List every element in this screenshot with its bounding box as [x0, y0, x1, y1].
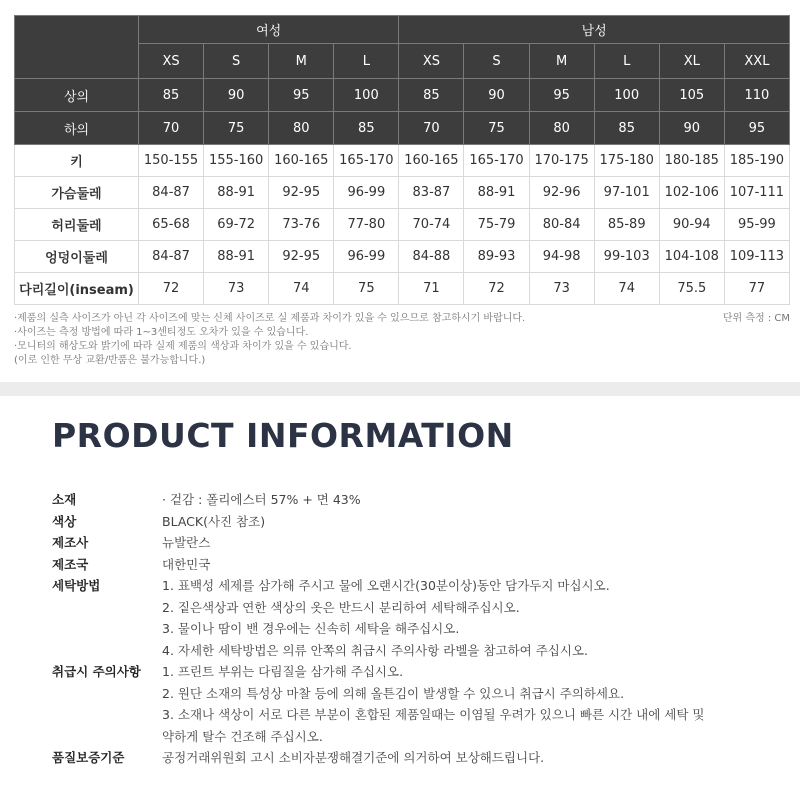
table-cell: 92-96	[529, 177, 594, 209]
table-cell: 75	[464, 112, 529, 145]
table-row-waist	[15, 209, 790, 241]
table-cell: 75	[334, 273, 399, 305]
info-key: 취급시 주의사항	[52, 664, 141, 679]
table-cell: 109-113	[724, 241, 789, 273]
table-cell: 72	[464, 273, 529, 305]
size-label: S	[204, 44, 269, 79]
table-cell: 100	[594, 79, 659, 112]
measurement-unit-note: 단위 측정 : CM	[722, 313, 790, 324]
info-value: 뉴발란스	[162, 535, 211, 550]
size-chart-table	[14, 15, 790, 305]
row-label: 허리둘레	[15, 209, 139, 241]
table-cell: 175-180	[594, 145, 659, 177]
table-cell: 92-95	[269, 241, 334, 273]
table-cell: 155-160	[204, 145, 269, 177]
info-key: 제조국	[52, 556, 89, 572]
info-value: 약하게 탈수 건조해 주십시오.	[162, 728, 323, 744]
info-row-handling-2	[52, 683, 772, 705]
table-cell: 165-170	[464, 145, 529, 177]
size-notes	[14, 312, 790, 368]
info-value: 공정거래위원회 고시 소비자분쟁해결기준에 의거하여 보상해드립니다.	[162, 750, 545, 765]
table-cell: 88-91	[204, 241, 269, 273]
table-cell: 95	[269, 79, 334, 112]
table-cell: 105	[659, 79, 724, 112]
info-value: 2. 원단 소재의 특성상 마찰 등에 의해 올튼김이 발생할 수 있으니 취급시 주의하세요.	[162, 685, 625, 701]
note-line: (이로 인한 무상 교환/반품은 불가능합니다.)	[14, 355, 206, 366]
note-line: ·모니터의 해상도와 밝기에 따라 실제 제품의 색상과 차이가 있을 수 있습니다.	[14, 341, 352, 352]
note-line: ·제품의 실측 사이즈가 아닌 각 사이즈에 맞는 신체 사이즈로 실 제품과 차이가 있을 수 있으므로 참고하시기 바랍니다.	[14, 313, 526, 324]
table-cell: 110	[724, 79, 789, 112]
table-cell: 83-87	[399, 177, 464, 209]
section-divider	[0, 382, 800, 396]
size-label: XS	[399, 44, 464, 79]
info-value: 2. 짙은색상과 연한 색상의 옷은 반드시 분리하여 세탁해주십시오.	[162, 599, 520, 615]
info-key	[52, 704, 162, 726]
table-cell: 90-94	[659, 209, 724, 241]
info-key	[52, 726, 162, 748]
info-row-material	[52, 489, 772, 511]
info-row-washing-2	[52, 597, 772, 619]
table-cell: 96-99	[334, 177, 399, 209]
table-cell: 85	[594, 112, 659, 145]
table-cell: 102-106	[659, 177, 724, 209]
table-cell: 84-87	[139, 177, 204, 209]
info-key	[52, 618, 162, 640]
row-label: 상의	[15, 79, 139, 112]
table-cell: 160-165	[269, 145, 334, 177]
info-row-handling-4	[52, 726, 772, 748]
table-cell: 74	[594, 273, 659, 305]
table-cell: 88-91	[464, 177, 529, 209]
table-cell: 75-79	[464, 209, 529, 241]
row-label: 가슴둘레	[15, 177, 139, 209]
table-cell: 73-76	[269, 209, 334, 241]
info-value: · 겉감 : 폴리에스터 57% + 면 43%	[162, 492, 361, 507]
table-cell: 90	[659, 112, 724, 145]
table-cell: 70	[399, 112, 464, 145]
info-value: 대한민국	[162, 556, 211, 572]
table-cell: 97-101	[594, 177, 659, 209]
table-cell: 74	[269, 273, 334, 305]
info-key	[52, 640, 162, 662]
table-cell: 72	[139, 273, 204, 305]
table-cell: 89-93	[464, 241, 529, 273]
info-row-washing	[52, 575, 772, 597]
size-label: L	[334, 44, 399, 79]
table-cell: 185-190	[724, 145, 789, 177]
table-cell: 85	[334, 112, 399, 145]
info-row-handling	[52, 661, 772, 683]
table-cell: 95	[529, 79, 594, 112]
table-cell: 69-72	[204, 209, 269, 241]
info-value: BLACK(사진 참조)	[162, 513, 266, 529]
table-row-bottom-size	[15, 112, 790, 145]
header-corner-cell	[15, 16, 139, 79]
size-label: M	[529, 44, 594, 79]
table-cell: 80-84	[529, 209, 594, 241]
table-cell: 96-99	[334, 241, 399, 273]
table-row-chest	[15, 177, 790, 209]
table-cell: 73	[529, 273, 594, 305]
table-cell: 70-74	[399, 209, 464, 241]
table-cell: 100	[334, 79, 399, 112]
table-cell: 94-98	[529, 241, 594, 273]
info-row-handling-3	[52, 704, 772, 726]
size-group-header-row	[15, 16, 790, 44]
row-label: 하의	[15, 112, 139, 145]
info-value: 1. 프린트 부위는 다림질을 삼가해 주십시오.	[162, 664, 404, 679]
table-cell: 95-99	[724, 209, 789, 241]
men-group-header: 남성	[399, 16, 790, 44]
info-value: 3. 물이나 땀이 밴 경우에는 신속히 세탁을 해주십시오.	[162, 621, 460, 636]
info-row-country	[52, 554, 772, 576]
table-cell: 90	[204, 79, 269, 112]
size-label: M	[269, 44, 334, 79]
row-label: 엉덩이둘레	[15, 241, 139, 273]
table-cell: 88-91	[204, 177, 269, 209]
table-cell: 90	[464, 79, 529, 112]
row-label: 다리길이(inseam)	[15, 273, 139, 305]
size-label: XS	[139, 44, 204, 79]
size-label: XL	[659, 44, 724, 79]
size-label: L	[594, 44, 659, 79]
table-cell: 180-185	[659, 145, 724, 177]
table-row-height	[15, 145, 790, 177]
table-row-top-size	[15, 79, 790, 112]
info-value: 3. 소재나 색상이 서로 다른 부분이 혼합된 제품일때는 이염될 우려가 있으니 빠른 시간 내에 세탁 및	[162, 707, 705, 722]
table-row-hip	[15, 241, 790, 273]
info-value: 1. 표백성 세제를 삼가해 주시고 물에 오랜시간(30분이상)동안 담가두지 마십시오.	[162, 578, 610, 593]
table-cell: 77	[724, 273, 789, 305]
table-cell: 71	[399, 273, 464, 305]
table-cell: 73	[204, 273, 269, 305]
table-cell: 95	[724, 112, 789, 145]
note-line: ·사이즈는 측정 방법에 따라 1~3센티정도 오차가 있을 수 있습니다.	[14, 327, 309, 338]
size-label: XXL	[724, 44, 789, 79]
info-key: 소재	[52, 492, 77, 507]
table-cell: 160-165	[399, 145, 464, 177]
table-cell: 84-87	[139, 241, 204, 273]
info-key: 색상	[52, 513, 77, 529]
product-information-section	[14, 396, 790, 800]
row-label: 키	[15, 145, 139, 177]
table-cell: 165-170	[334, 145, 399, 177]
info-row-manufacturer	[52, 532, 772, 554]
section-title: PRODUCT INFORMATION	[52, 416, 514, 455]
product-info-list	[52, 489, 772, 769]
table-cell: 80	[269, 112, 334, 145]
info-row-quality-guarantee	[52, 747, 772, 769]
table-cell: 107-111	[724, 177, 789, 209]
table-cell: 70	[139, 112, 204, 145]
table-cell: 85-89	[594, 209, 659, 241]
table-cell: 75.5	[659, 273, 724, 305]
table-cell: 75	[204, 112, 269, 145]
info-key: 품질보증기준	[52, 750, 125, 765]
info-row-washing-4	[52, 640, 772, 662]
info-value: 4. 자세한 세탁방법은 의류 안쪽의 취급시 주의사항 라벨을 참고하여 주십시오.	[162, 642, 588, 658]
women-group-header: 여성	[139, 16, 399, 44]
info-key	[52, 683, 162, 705]
info-key: 세탁방법	[52, 578, 101, 593]
info-key	[52, 597, 162, 619]
table-cell: 170-175	[529, 145, 594, 177]
table-cell: 65-68	[139, 209, 204, 241]
table-cell: 80	[529, 112, 594, 145]
info-row-washing-3	[52, 618, 772, 640]
info-key: 제조사	[52, 535, 89, 550]
table-cell: 77-80	[334, 209, 399, 241]
table-cell: 92-95	[269, 177, 334, 209]
table-cell: 85	[139, 79, 204, 112]
table-cell: 150-155	[139, 145, 204, 177]
size-label: S	[464, 44, 529, 79]
table-cell: 99-103	[594, 241, 659, 273]
table-cell: 85	[399, 79, 464, 112]
table-cell: 104-108	[659, 241, 724, 273]
table-row-inseam	[15, 273, 790, 305]
info-row-color	[52, 511, 772, 533]
table-cell: 84-88	[399, 241, 464, 273]
